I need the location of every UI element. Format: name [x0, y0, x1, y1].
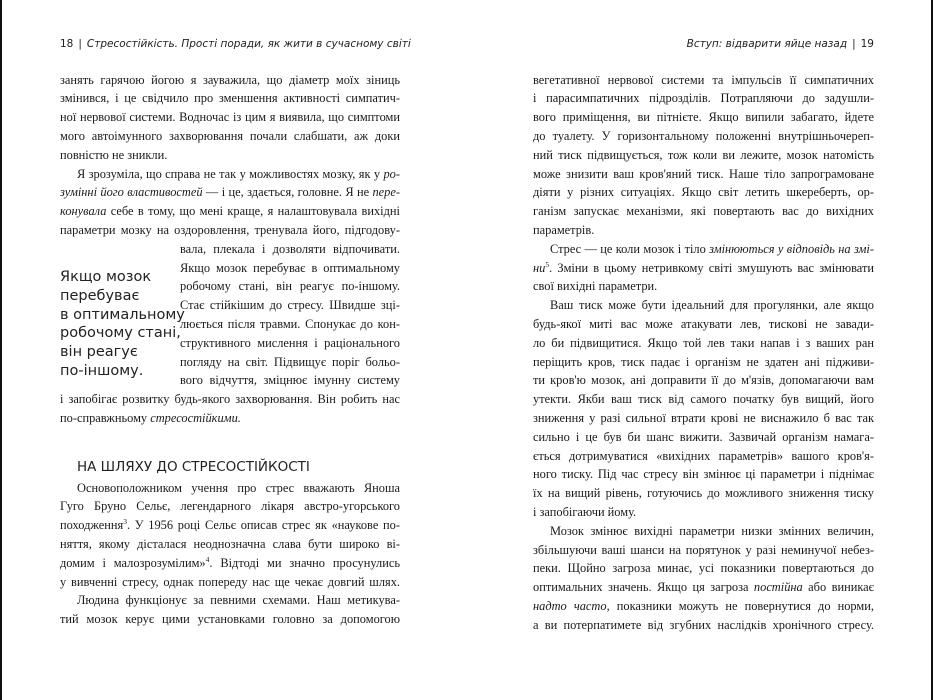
text-run: змінився, і це свідчило про зменшення активності симпатич-	[60, 91, 400, 106]
text-line	[60, 108, 400, 127]
text-run: себе в тому, що мені краще, я налаштовувала вихідні	[106, 204, 400, 219]
text-run: вегетативної нервової системи та імпульсів її симпатичних	[533, 72, 874, 87]
text-line	[180, 315, 400, 334]
text-run: діяти у різних ситуаціях. Якщо світ летить шкереберть, ор-	[533, 185, 874, 200]
text-run: і парасимпатичних підрозділів. Потрапляючи до задушли-	[533, 91, 874, 106]
text-line	[533, 146, 874, 165]
text-line	[533, 315, 874, 334]
text-line	[533, 221, 874, 240]
text-line	[533, 390, 874, 409]
text-line	[180, 259, 400, 278]
text-line	[60, 535, 400, 554]
italic-text: стресостійкими.	[150, 410, 241, 425]
text-run: пеки. Щойно загроза минає, усі показники повертаються до	[533, 561, 874, 576]
text-line	[533, 484, 874, 503]
text-run: до туалету. У горизонтальному положенні внутрішньочереп-	[533, 128, 874, 143]
italic-text: пере-	[372, 185, 400, 200]
text-run: повністю не зникли.	[60, 147, 168, 162]
text-line	[533, 616, 874, 635]
text-line	[60, 554, 400, 573]
text-run: ло би підвищитися. Якщо той лев таки напав і з ваших ран	[533, 335, 874, 350]
italic-text: надто часто,	[533, 598, 610, 613]
text-run: вого відчуття, зміцнює імунну систему	[180, 373, 400, 388]
text-run: ганізм запускає механізми, які повертають вас до вихідних	[533, 204, 874, 219]
text-run: Мозок змінює вихідні параметри низки змінних величин,	[550, 523, 874, 538]
text-line	[60, 497, 400, 516]
text-line	[60, 591, 400, 610]
text-run: по-справжньому	[60, 410, 151, 425]
text-run: оптимальних значень. Якщо ця загроза	[533, 580, 754, 595]
text-line	[60, 516, 400, 535]
text-line	[60, 89, 400, 108]
text-run: ного тиску. Під час стресу він змінює ці параметри і піднімає	[533, 467, 874, 482]
pull-quote-line: перебуває	[60, 287, 140, 304]
text-line	[533, 578, 874, 597]
text-line	[60, 71, 400, 90]
italic-text: ро-	[383, 166, 400, 181]
footnote-marker[interactable]: 5	[545, 259, 550, 269]
text-line	[533, 127, 874, 146]
text-line	[533, 559, 874, 578]
text-line	[60, 127, 400, 146]
text-line	[60, 165, 400, 184]
text-line	[533, 183, 874, 202]
text-line	[533, 541, 874, 560]
text-line	[60, 202, 400, 221]
text-line	[60, 221, 400, 240]
text-line	[60, 573, 400, 592]
text-run: Стрес — це коли мозок і тіло	[550, 241, 710, 256]
italic-text: конувала	[60, 204, 107, 219]
running-title: Вступ: відварити яйце назад	[686, 38, 848, 50]
text-run: ється дотримуватися «вихідних параметрів» вашого кров'я-	[533, 448, 874, 463]
pull-quote-line: в оптимальному	[60, 306, 185, 323]
text-run: Ваш тиск може бути ідеальний для прогулянки, але якщо	[550, 298, 874, 313]
page-number: 18	[60, 38, 74, 50]
text-line	[60, 146, 400, 165]
text-run: періщить кров, тиск падає і організм не здатен ані підживи-	[533, 354, 874, 369]
text-line	[60, 183, 400, 202]
text-line	[533, 353, 874, 372]
text-run: робочому стані, він реагує по-іншому.	[180, 279, 400, 294]
text-line	[533, 240, 874, 259]
text-run: Якщо мозок перебуває в оптимальному	[180, 260, 400, 275]
text-line	[533, 522, 874, 541]
text-line	[533, 428, 874, 447]
text-line	[533, 409, 874, 428]
pull-quote-line: Якщо мозок	[60, 269, 152, 285]
text-line	[60, 610, 400, 629]
text-run: люється після травми. Спонукає до кон-	[180, 316, 400, 331]
text-run: сильно і це був би шанс вижити. Зазвичай організм намага-	[533, 429, 874, 444]
text-line	[180, 334, 400, 353]
text-line	[533, 165, 874, 184]
text-run: у вивченні стресу, однак попереду нас ще чекає довгий шлях.	[60, 574, 400, 589]
text-line	[60, 409, 400, 428]
text-run: няття, якому дісталася неоднозначна слава бути широко ві-	[60, 536, 400, 551]
text-run: Я зрозуміла, що справа не так у можливостях мозку, як у	[77, 166, 384, 181]
text-line	[533, 259, 874, 278]
text-run: показники можуть не повернутися до норми,	[609, 598, 874, 613]
text-run: занять гарячою йогою я зауважила, що діаметр моїх зіниць	[60, 72, 400, 87]
text-line	[533, 465, 874, 484]
text-run: може знизити ваш кров'яний тиск. Наше тіло запрограмоване	[533, 166, 874, 181]
text-run: — і це, здається, головне. Я не	[202, 185, 373, 200]
text-line	[533, 371, 874, 390]
footnote-marker[interactable]: 4	[205, 554, 210, 564]
header-separator: |	[78, 38, 82, 50]
italic-text: ни	[533, 260, 546, 275]
text-run: вого приміщення, ви пітнієте. Якщо випили забагато, йдете	[533, 110, 874, 125]
text-run: . Зміни в цьому нетривкому світі змушують вас змінювати	[549, 260, 874, 275]
text-line	[533, 296, 874, 315]
pull-quote	[60, 268, 185, 381]
right-running-header	[687, 38, 874, 50]
text-run: або виникає	[802, 580, 874, 595]
text-run: тий мозок керує цими установками головно за допомогою	[60, 612, 400, 627]
text-run: параметри мозку на оздоровлення, тренувала його, підгодову-	[60, 222, 400, 237]
text-run: збільшуючи ваші шанси на порятунок у разі неминучої небез-	[533, 542, 874, 557]
left-page-edge	[0, 0, 2, 700]
page-number: 19	[860, 38, 874, 50]
pull-quote-line: по-іншому.	[60, 362, 144, 379]
text-run: структивного мислення і раціонального	[180, 335, 400, 350]
italic-text: змінюються у відповідь на змі-	[709, 241, 874, 256]
text-line	[180, 296, 400, 315]
text-run: а ви потерпатимете від згубних наслідків хронічного стресу.	[533, 617, 874, 632]
section-heading: НА ШЛЯХУ ДО СТРЕСОСТІЙКОСТІ	[77, 459, 310, 475]
text-run: ний тиск підвищується, тож коли ви лежите, мозок натомість	[533, 147, 874, 162]
text-line	[533, 597, 874, 616]
text-line	[533, 447, 874, 466]
text-run: мого автоімунного захворювання почали слабшати, аж доки	[60, 128, 400, 143]
text-run: ти кров'ю мозок, ані доправити її до м'язів, допомагаючи вам	[533, 373, 874, 388]
text-line	[180, 371, 400, 390]
text-run: їх на вищий рівень, готуючись до можливого зниження тиску	[533, 486, 874, 501]
text-run: будь-якої миті вас може атакувати лев, тискові не завади-	[533, 316, 874, 331]
text-line	[533, 108, 874, 127]
text-run: походження	[60, 518, 124, 533]
text-run: Основоположником учення про стрес вважають Яноша	[77, 480, 400, 495]
text-line	[180, 277, 400, 296]
text-line	[533, 334, 874, 353]
right-page-edge	[931, 0, 933, 700]
text-run: Людина функціонує за певними схемами. Наш метикува-	[77, 593, 400, 608]
text-run: вала, плекала і дозволяти відпочивати.	[180, 241, 400, 256]
header-separator: |	[852, 38, 856, 50]
pull-quote-line: він реагує	[60, 344, 138, 361]
text-line	[180, 353, 400, 372]
text-run: свої вихідні параметри.	[533, 279, 658, 294]
text-run: утекти. Якби ваш тиск від самого початку був вищий, його	[533, 392, 874, 407]
text-run: домим і малозрозумілим»	[60, 555, 206, 570]
text-run: зниження у разі сильної втрати крові не виснажило б вас так	[533, 410, 874, 425]
text-run: параметрів.	[533, 222, 595, 237]
text-run: і запобігає розвитку будь-якого захворювання. Він робить нас	[60, 392, 400, 407]
text-line	[533, 71, 874, 90]
footnote-marker[interactable]: 3	[123, 517, 127, 527]
text-run: і запобігаючи йому.	[533, 504, 637, 519]
text-line	[60, 390, 400, 409]
text-line	[533, 202, 874, 221]
text-run: . Відтоді ми значно просунулись	[209, 555, 400, 570]
text-run: погляду на світ. Підвищує поріг больо-	[180, 354, 400, 369]
text-line	[180, 240, 400, 259]
text-run: Стає стійкішим до стресу. Швидше зці-	[180, 298, 400, 313]
left-running-header	[60, 38, 411, 50]
text-line	[533, 89, 874, 108]
text-line	[533, 503, 874, 522]
text-run: . У 1956 році Сельє описав стрес як «наукове по-	[127, 518, 400, 533]
text-run: ної нервової системи. Водночас із цим я виявила, що симптоми	[60, 110, 400, 125]
text-line	[533, 277, 874, 296]
pull-quote-line: робочому стані,	[60, 325, 181, 342]
italic-text: постійна	[753, 580, 803, 595]
text-run: Гуго Бруно Сельє, легендарного лікаря австро-угорського	[60, 499, 400, 514]
text-line	[60, 479, 400, 498]
running-title: Стресостійкість. Прості поради, як жити в сучасному світі	[86, 38, 411, 50]
italic-text: зумінні його властивостей	[60, 185, 203, 200]
